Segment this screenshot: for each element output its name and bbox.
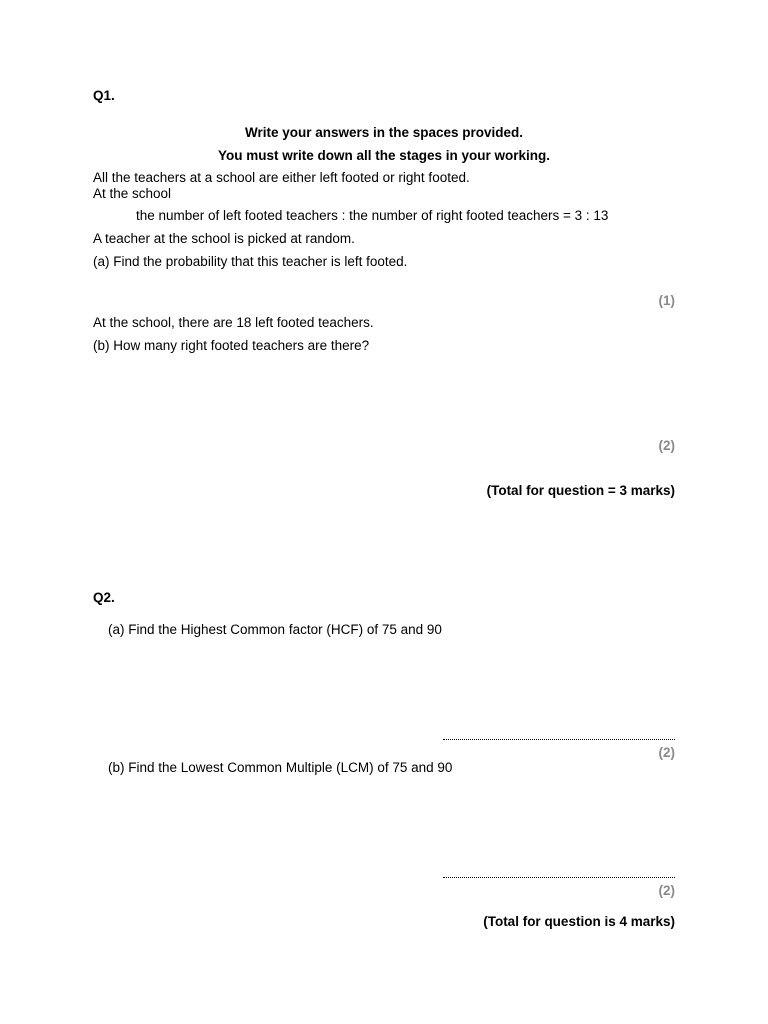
q1-part-b-info: At the school, there are 18 left footed teachers.	[93, 315, 374, 330]
q2-total-marks: (Total for question is 4 marks)	[483, 914, 675, 929]
q1-part-a-marks: (1)	[658, 293, 675, 308]
q1-ratio-statement: the number of left footed teachers : the number of right footed teachers = 3 : 13	[136, 208, 609, 223]
q2-part-a-answer-line[interactable]	[443, 739, 675, 740]
q1-part-a-question: (a) Find the probability that this teacher is left footed.	[93, 254, 408, 269]
q2-part-b-answer-line[interactable]	[443, 877, 675, 878]
q2-part-b-marks: (2)	[658, 883, 675, 898]
q2-label: Q2.	[93, 590, 115, 605]
q2-part-b-question: (b) Find the Lowest Common Multiple (LCM) of 75 and 90	[108, 760, 453, 775]
q1-part-b-marks: (2)	[658, 438, 675, 453]
q1-random-pick-text: A teacher at the school is picked at random.	[93, 231, 355, 246]
q2-part-a-question: (a) Find the Highest Common factor (HCF) of 75 and 90	[108, 622, 442, 637]
q2-part-a-marks: (2)	[658, 745, 675, 760]
q1-instruction-answers: Write your answers in the spaces provided.	[244, 125, 524, 140]
q1-total-marks: (Total for question = 3 marks)	[486, 483, 675, 498]
q1-instruction-working: You must write down all the stages in your working.	[217, 148, 551, 163]
q1-label: Q1.	[93, 88, 115, 103]
q1-intro-text: All the teachers at a school are either left footed or right footed.	[93, 170, 470, 185]
q1-part-b-question: (b) How many right footed teachers are there?	[93, 338, 370, 353]
q1-at-school-text: At the school	[93, 186, 172, 201]
